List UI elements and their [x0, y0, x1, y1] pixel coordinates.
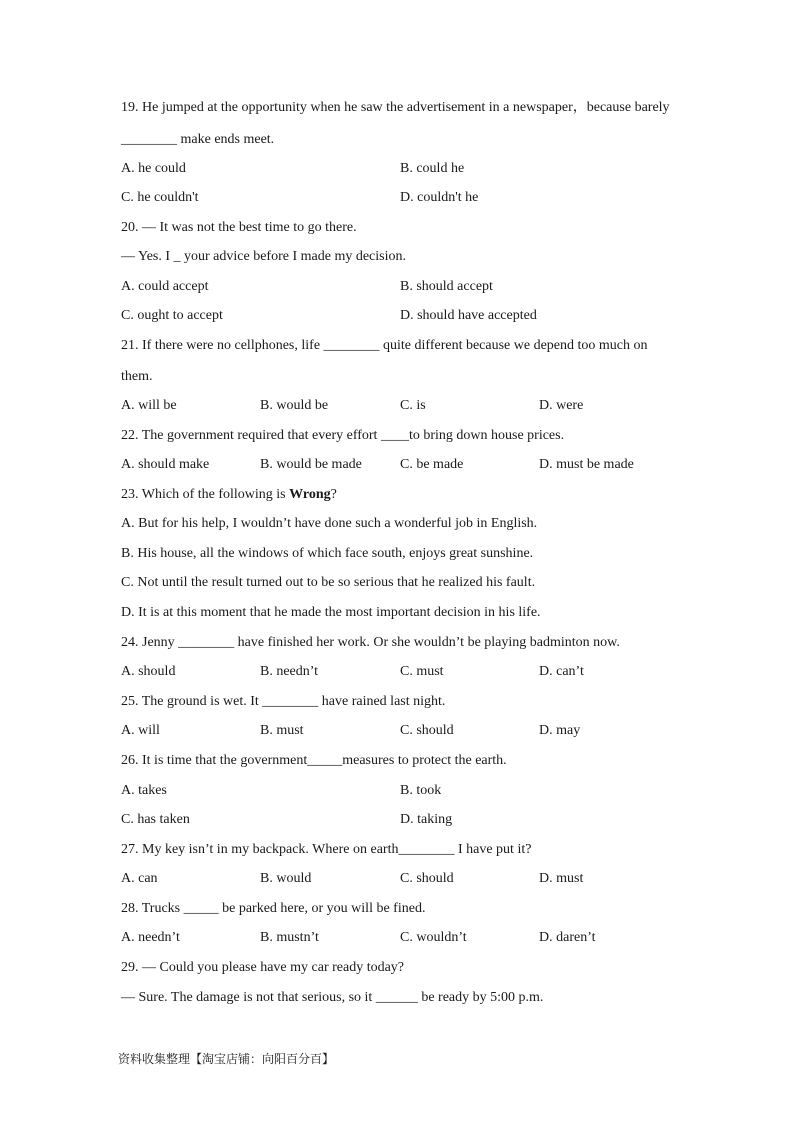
q25-stem: 25. The ground is wet. It ________ have rained last night.	[121, 694, 446, 709]
q29-stem-line1: 29. — Could you please have my car ready today?	[121, 960, 405, 975]
q28-option-d: D. daren’t	[539, 930, 596, 945]
q22-option-a: A. should make	[121, 457, 210, 472]
footer-source-note: 资料收集整理【淘宝店铺：向阳百分百】	[118, 1052, 335, 1066]
q28-stem: 28. Trucks _____ be parked here, or you will be fined.	[121, 901, 426, 916]
q24-option-c: C. must	[400, 664, 444, 679]
q29-stem-line2: — Sure. The damage is not that serious, so it ______ be ready by 5:00 p.m.	[121, 990, 544, 1005]
q21-option-d: D. were	[539, 398, 584, 413]
q27-option-b: B. would	[260, 871, 312, 886]
q22-stem: 22. The government required that every effort ____to bring down house prices.	[121, 428, 565, 443]
q21-stem-line1: 21. If there were no cellphones, life ________ quite different because we depend too much on	[121, 338, 648, 353]
q23-stem-suffix: ?	[330, 487, 337, 502]
q23-option-a: A. But for his help, I wouldn’t have done such a wonderful job in English.	[121, 516, 538, 531]
q27-option-d: D. must	[539, 871, 584, 886]
q24-option-b: B. needn’t	[260, 664, 319, 679]
q21-option-c: C. is	[400, 398, 426, 413]
q24-option-a: A. should	[121, 664, 176, 679]
q27-option-c: C. should	[400, 871, 454, 886]
q19-option-a: A. he could	[121, 161, 186, 176]
q20-option-c: C. ought to accept	[121, 308, 223, 323]
q21-option-b: B. would be	[260, 398, 329, 413]
q26-option-b: B. took	[400, 783, 442, 798]
q23-stem-prefix: 23. Which of the following is	[121, 487, 290, 502]
q27-option-a: A. can	[121, 871, 158, 886]
q25-option-c: C. should	[400, 723, 454, 738]
q22-option-d: D. must be made	[539, 457, 634, 472]
q28-option-c: C. wouldn’t	[400, 930, 467, 945]
q23-option-c: C. Not until the result turned out to be so serious that he realized his fault.	[121, 575, 536, 590]
q20-option-d: D. should have accepted	[400, 308, 537, 323]
q20-stem-line2: — Yes. I _ your advice before I made my decision.	[121, 249, 406, 264]
q25-option-b: B. must	[260, 723, 304, 738]
q22-option-c: C. be made	[400, 457, 464, 472]
q20-option-b: B. should accept	[400, 279, 493, 294]
q28-option-b: B. mustn’t	[260, 930, 319, 945]
q22-option-b: B. would be made	[260, 457, 362, 472]
q26-option-d: D. taking	[400, 812, 453, 827]
q19-stem-line2: ________ make ends meet.	[121, 132, 275, 147]
q21-stem-line2: them.	[121, 369, 153, 384]
q21-option-a: A. will be	[121, 398, 177, 413]
q19-option-d: D. couldn't he	[400, 190, 479, 205]
q20-stem-line1: 20. — It was not the best time to go there.	[121, 220, 357, 235]
q26-option-a: A. takes	[121, 783, 167, 798]
q19-stem-line1: 19. He jumped at the opportunity when he saw the advertisement in a newspaper，because barely	[121, 100, 670, 115]
q24-stem: 24. Jenny ________ have finished her work. Or she wouldn’t be playing badminton now.	[121, 635, 620, 650]
q23-option-d: D. It is at this moment that he made the most important decision in his life.	[121, 605, 541, 620]
q25-option-d: D. may	[539, 723, 581, 738]
q23-stem-emphasis: Wrong	[289, 487, 331, 502]
q28-option-a: A. needn’t	[121, 930, 180, 945]
q23-stem	[121, 486, 337, 504]
q19-option-b: B. could he	[400, 161, 465, 176]
q20-option-a: A. could accept	[121, 279, 209, 294]
q26-option-c: C. has taken	[121, 812, 190, 827]
q26-stem: 26. It is time that the government_____measures to protect the earth.	[121, 753, 507, 768]
q19-option-c: C. he couldn't	[121, 190, 199, 205]
q27-stem: 27. My key isn’t in my backpack. Where on earth________ I have put it?	[121, 842, 532, 857]
q24-option-d: D. can’t	[539, 664, 584, 679]
q23-option-b: B. His house, all the windows of which face south, enjoys great sunshine.	[121, 546, 534, 561]
q25-option-a: A. will	[121, 723, 160, 738]
